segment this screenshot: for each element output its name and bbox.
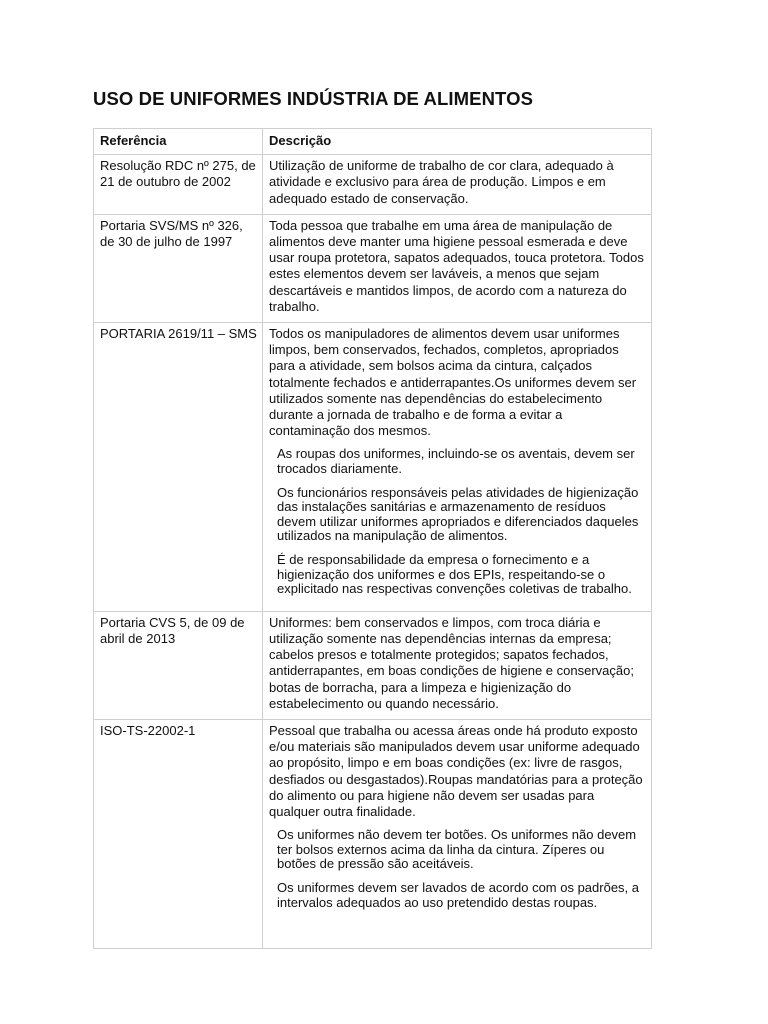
header-descricao: Descrição <box>263 129 652 155</box>
table-row <box>94 611 652 719</box>
table-row <box>94 720 652 949</box>
description-text: Toda pessoa que trabalhe em uma área de manipulação de alimentos deve manter uma higiene pessoal esmerada e deve usar roupa protetora, sapatos adequados, touca protetora. Todos estes elementos devem ser laváveis, a menos que sejam descartáveis e mantidos limpos, de acordo com a natureza do trabalho. <box>269 217 644 314</box>
description-paragraph: As roupas dos uniformes, incluindo-se os aventais, devem ser trocados diariamente. <box>277 446 635 477</box>
reference-cell: Portaria CVS 5, de 09 de abril de 2013 <box>94 611 263 719</box>
table-row <box>94 323 652 612</box>
reference-cell: Portaria SVS/MS nº 326, de 30 de julho de 1997 <box>94 214 263 322</box>
table-header-row <box>94 129 652 155</box>
description-cell <box>263 611 652 719</box>
description-text: Pessoal que trabalha ou acessa áreas onde há produto exposto e/ou materiais são manipulados devem usar uniforme adequado ao propósito, limpo e em boas condições (ex: livre de rasgos, desfiados ou desgastados).Roupas mandatórias para a proteção do alimento ou para higiene não devem ser usadas para qualquer outra finalidade. <box>269 723 643 820</box>
table-row <box>94 214 652 322</box>
description-paragraph: Os uniformes não devem ter botões. Os uniformes não devem ter bolsos externos acima da linha da cintura. Zíperes ou botões de pressão são aceitáveis. <box>277 827 637 872</box>
reference-cell: PORTARIA 2619/11 – SMS <box>94 323 263 612</box>
header-referencia: Referência <box>94 129 263 155</box>
description-cell <box>263 720 652 949</box>
description-cell <box>263 214 652 322</box>
reference-cell: ISO-TS-22002-1 <box>94 720 263 949</box>
description-text: Todos os manipuladores de alimentos devem usar uniformes limpos, bem conservados, fechados, completos, apropriados para a atividade, sem bolsos acima da cintura, calçados totalmente fechados e antiderrapantes.Os uniformes devem ser utilizados somente nas dependências do estabelecimento durante a jornada de trabalho e de forma a evitar a contaminação dos mesmos. <box>269 326 637 439</box>
description-text: Uniformes: bem conservados e limpos, com troca diária e utilização somente nas dependências internas da empresa; cabelos presos e totalmente protegidos; sapatos fechados, antiderrapantes, em boas condições de higiene e conservação; botas de borracha, para a limpeza e higienização do estabelecimento ou quando necessário. <box>269 614 634 711</box>
description-cell <box>263 155 652 215</box>
description-cell <box>263 323 652 612</box>
description-paragraph: Os funcionários responsáveis pelas atividades de higienização das instalações sanitárias e armazenamento de resíduos devem utilizar uniformes apropriados e diferenciados daqueles utilizados na manipulação de alimentos. <box>277 484 639 544</box>
reference-cell: Resolução RDC nº 275, de 21 de outubro de 2002 <box>94 155 263 215</box>
uniform-regulations-table <box>93 128 652 949</box>
description-paragraph: Os uniformes devem ser lavados de acordo com os padrões, a intervalos adequados ao uso pretendido destas roupas. <box>277 880 640 910</box>
description-paragraph: É de responsabilidade da empresa o fornecimento e a higienização dos uniformes e dos EPIs, respeitando-se o explicitado nas respectivas convenções coletivas de trabalho. <box>277 552 632 597</box>
description-text: Utilização de uniforme de trabalho de cor clara, adequado à atividade e exclusivo para área de produção. Limpos e em adequado estado de conservação. <box>269 158 614 206</box>
table-row <box>94 155 652 215</box>
document-title: USO DE UNIFORMES INDÚSTRIA DE ALIMENTOS <box>93 88 534 109</box>
